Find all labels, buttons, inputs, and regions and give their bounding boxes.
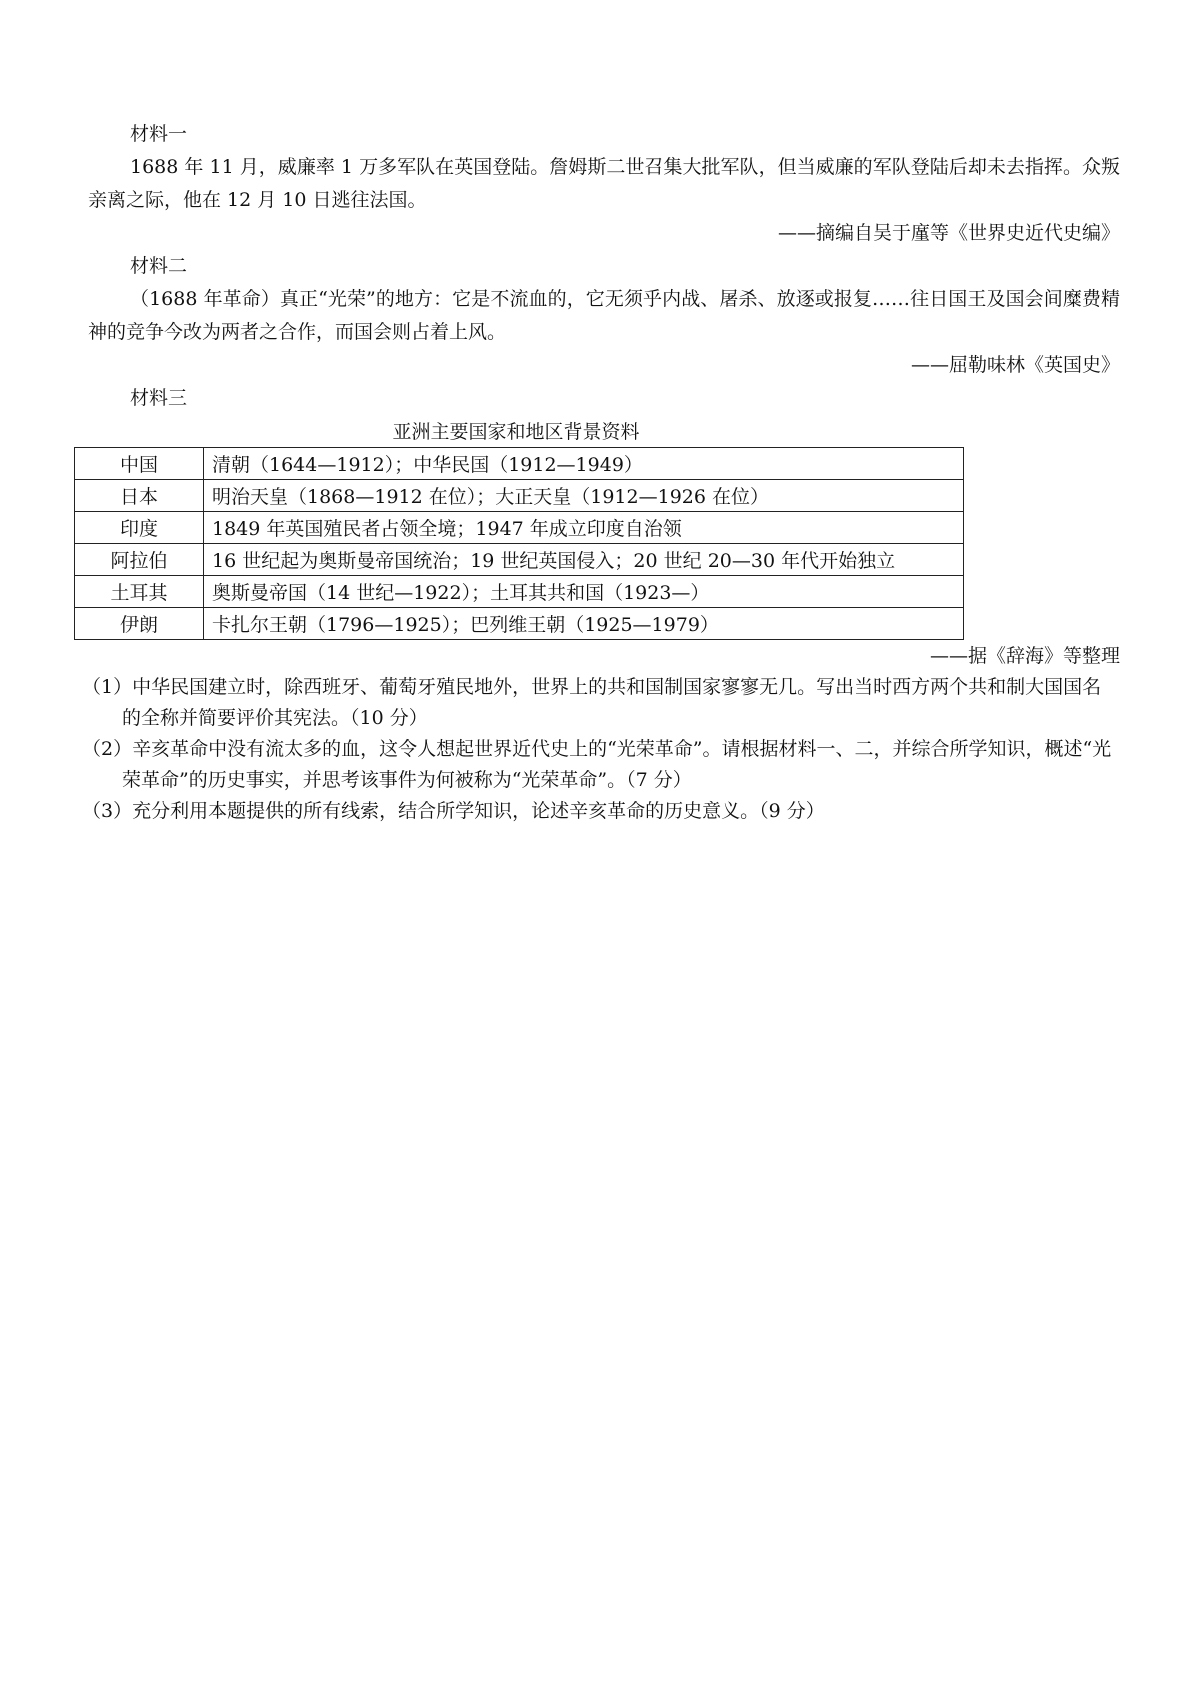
info-cell: 卡扎尔王朝（1796—1925）；巴列维王朝（1925—1979） (204, 608, 964, 640)
question-3: （3）充分利用本题提供的所有线索，结合所学知识，论述辛亥革命的历史意义。（9 分） (82, 800, 825, 822)
country-cell: 伊朗 (75, 608, 204, 640)
table-row (75, 480, 964, 512)
material-3-source: ——据《辞海》等整理 (929, 645, 1120, 667)
table-row (75, 544, 964, 576)
info-cell: 16 世纪起为奥斯曼帝国统治；19 世纪英国侵入；20 世纪 20—30 年代开始独立 (204, 544, 964, 576)
material-2-source: ——屈勒味林《英国史》 (910, 354, 1120, 376)
table-row (75, 448, 964, 480)
material-2-label: 材料二 (130, 255, 188, 277)
info-cell: 1849 年英国殖民者占领全境；1947 年成立印度自治领 (204, 512, 964, 544)
country-cell: 日本 (75, 480, 204, 512)
table-row (75, 608, 964, 640)
material-1-source: ——摘编自吴于廑等《世界史近代史编》 (777, 222, 1120, 244)
country-cell: 中国 (75, 448, 204, 480)
info-cell: 清朝（1644—1912）；中华民国（1912—1949） (204, 448, 964, 480)
exam-page (82, 118, 1120, 827)
country-cell: 土耳其 (75, 576, 204, 608)
material-3-label: 材料三 (130, 387, 188, 409)
table-row (75, 576, 964, 608)
material-1-text: 1688 年 11 月，威廉率 1 万多军队在英国登陆。詹姆斯二世召集大批军队，但当威廉的军队登陆后却未去指挥。众叛亲离之际，他在 12 月 10 日逃往法国。 (88, 156, 1120, 211)
material-1-label: 材料一 (130, 123, 188, 145)
info-cell: 明治天皇（1868—1912 在位）；大正天皇（1912—1926 在位） (204, 480, 964, 512)
material-2-text: （1688 年革命）真正“光荣”的地方：它是不流血的，它无须乎内战、屠杀、放逐或报复……往日国王及国会间糜费精神的竞争今改为两者之合作，而国会则占着上风。 (88, 288, 1120, 343)
country-cell: 印度 (75, 512, 204, 544)
table-row (75, 512, 964, 544)
question-2: （2）辛亥革命中没有流太多的血，这令人想起世界近代史上的“光荣革命”。请根据材料一、二，并综合所学知识，概述“光荣革命”的历史事实，并思考该事件为何被称为“光荣革命”。（7 分） (82, 738, 1112, 791)
table-title: 亚洲主要国家和地区背景资料 (392, 421, 640, 443)
country-cell: 阿拉伯 (75, 544, 204, 576)
info-cell: 奥斯曼帝国（14 世纪—1922）；土耳其共和国（1923—） (204, 576, 964, 608)
question-1: （1）中华民国建立时，除西班牙、葡萄牙殖民地外，世界上的共和国制国家寥寥无几。写出当时西方两个共和制大国国名的全称并简要评价其宪法。（10 分） (82, 676, 1102, 729)
background-table (74, 447, 964, 640)
